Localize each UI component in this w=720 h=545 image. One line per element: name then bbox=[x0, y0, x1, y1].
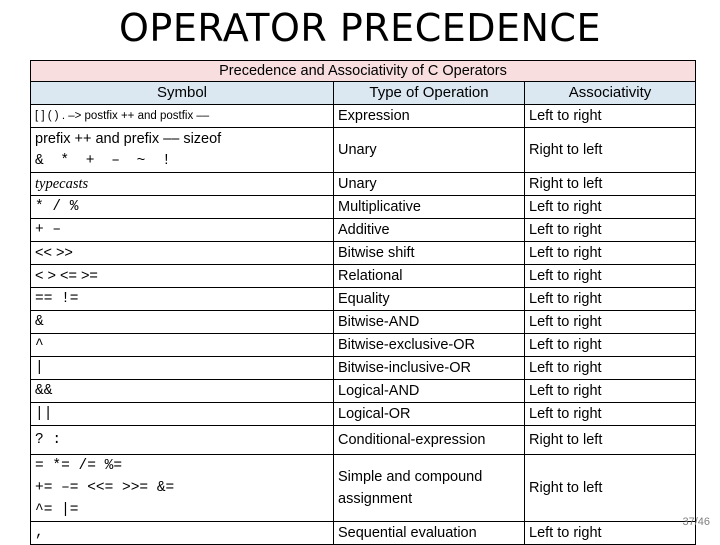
table-row bbox=[31, 128, 696, 173]
precedence-table bbox=[30, 60, 696, 545]
assoc-cell: Left to right bbox=[525, 219, 696, 242]
table-row bbox=[31, 173, 696, 196]
symbol-line: ^= |= bbox=[35, 502, 79, 518]
table-row bbox=[31, 455, 696, 522]
header-symbol: Symbol bbox=[31, 82, 334, 105]
type-cell: Additive bbox=[334, 219, 525, 242]
symbol-cell: < > <= >= bbox=[31, 265, 334, 288]
symbol-cell: && bbox=[31, 380, 334, 403]
assoc-cell: Left to right bbox=[525, 403, 696, 426]
type-line: assignment bbox=[338, 491, 413, 507]
type-cell: Conditional-expression bbox=[334, 426, 525, 455]
table-row bbox=[31, 403, 696, 426]
table-row bbox=[31, 311, 696, 334]
table-row bbox=[31, 288, 696, 311]
slide-title: OPERATOR PRECEDENCE bbox=[119, 6, 601, 50]
type-cell: Bitwise-AND bbox=[334, 311, 525, 334]
assoc-cell: Left to right bbox=[525, 288, 696, 311]
table-row bbox=[31, 334, 696, 357]
type-cell: Expression bbox=[334, 105, 525, 128]
table-row bbox=[31, 522, 696, 545]
table-row bbox=[31, 380, 696, 403]
symbol-cell: & bbox=[31, 311, 334, 334]
assoc-cell: Left to right bbox=[525, 522, 696, 545]
symbol-cell: | bbox=[31, 357, 334, 380]
table-row bbox=[31, 105, 696, 128]
symbol-cell: || bbox=[31, 403, 334, 426]
type-cell: Relational bbox=[334, 265, 525, 288]
type-cell: Logical-OR bbox=[334, 403, 525, 426]
table-row bbox=[31, 242, 696, 265]
type-cell: Unary bbox=[334, 173, 525, 196]
symbol-line: += –= <<= >>= &= bbox=[35, 480, 175, 496]
assoc-cell: Left to right bbox=[525, 196, 696, 219]
type-cell: Sequential evaluation bbox=[334, 522, 525, 545]
symbol-cell: [ ] ( ) . –> postfix ++ and postfix –– bbox=[31, 105, 334, 128]
type-cell: Bitwise-exclusive-OR bbox=[334, 334, 525, 357]
symbol-cell: + – bbox=[31, 219, 334, 242]
assoc-cell: Left to right bbox=[525, 242, 696, 265]
symbol-cell: , bbox=[31, 522, 334, 545]
symbol-line: prefix ++ and prefix –– sizeof bbox=[35, 131, 222, 147]
assoc-cell: Right to left bbox=[525, 455, 696, 522]
header-type: Type of Operation bbox=[334, 82, 525, 105]
header-associativity: Associativity bbox=[525, 82, 696, 105]
type-cell: Multiplicative bbox=[334, 196, 525, 219]
symbol-cell bbox=[31, 455, 334, 522]
type-cell bbox=[334, 455, 525, 522]
page-number: 37/46 bbox=[682, 516, 710, 528]
symbol-line: = *= /= %= bbox=[35, 458, 123, 474]
type-line: Simple and compound bbox=[338, 469, 483, 485]
symbol-cell bbox=[31, 128, 334, 173]
type-cell: Equality bbox=[334, 288, 525, 311]
type-cell: Bitwise shift bbox=[334, 242, 525, 265]
symbol-cell: ? : bbox=[31, 426, 334, 455]
symbol-line: & * + – ~ ! bbox=[35, 153, 175, 169]
assoc-cell: Left to right bbox=[525, 265, 696, 288]
symbol-cell: << >> bbox=[31, 242, 334, 265]
assoc-cell: Right to left bbox=[525, 128, 696, 173]
type-cell: Bitwise-inclusive-OR bbox=[334, 357, 525, 380]
assoc-cell: Right to left bbox=[525, 173, 696, 196]
assoc-cell: Left to right bbox=[525, 380, 696, 403]
table-header-row bbox=[31, 82, 696, 105]
table-row bbox=[31, 426, 696, 455]
table-row bbox=[31, 196, 696, 219]
assoc-cell: Left to right bbox=[525, 357, 696, 380]
table-row bbox=[31, 219, 696, 242]
assoc-cell: Right to left bbox=[525, 426, 696, 455]
type-cell: Logical-AND bbox=[334, 380, 525, 403]
table-caption: Precedence and Associativity of C Operators bbox=[31, 61, 696, 82]
table-row bbox=[31, 265, 696, 288]
assoc-cell: Left to right bbox=[525, 311, 696, 334]
symbol-cell: == != bbox=[31, 288, 334, 311]
assoc-cell: Left to right bbox=[525, 334, 696, 357]
type-cell: Unary bbox=[334, 128, 525, 173]
symbol-cell: * / % bbox=[31, 196, 334, 219]
symbol-cell: typecasts bbox=[31, 173, 334, 196]
table-row bbox=[31, 357, 696, 380]
table-caption-row bbox=[31, 61, 696, 82]
symbol-cell: ^ bbox=[31, 334, 334, 357]
assoc-cell: Left to right bbox=[525, 105, 696, 128]
